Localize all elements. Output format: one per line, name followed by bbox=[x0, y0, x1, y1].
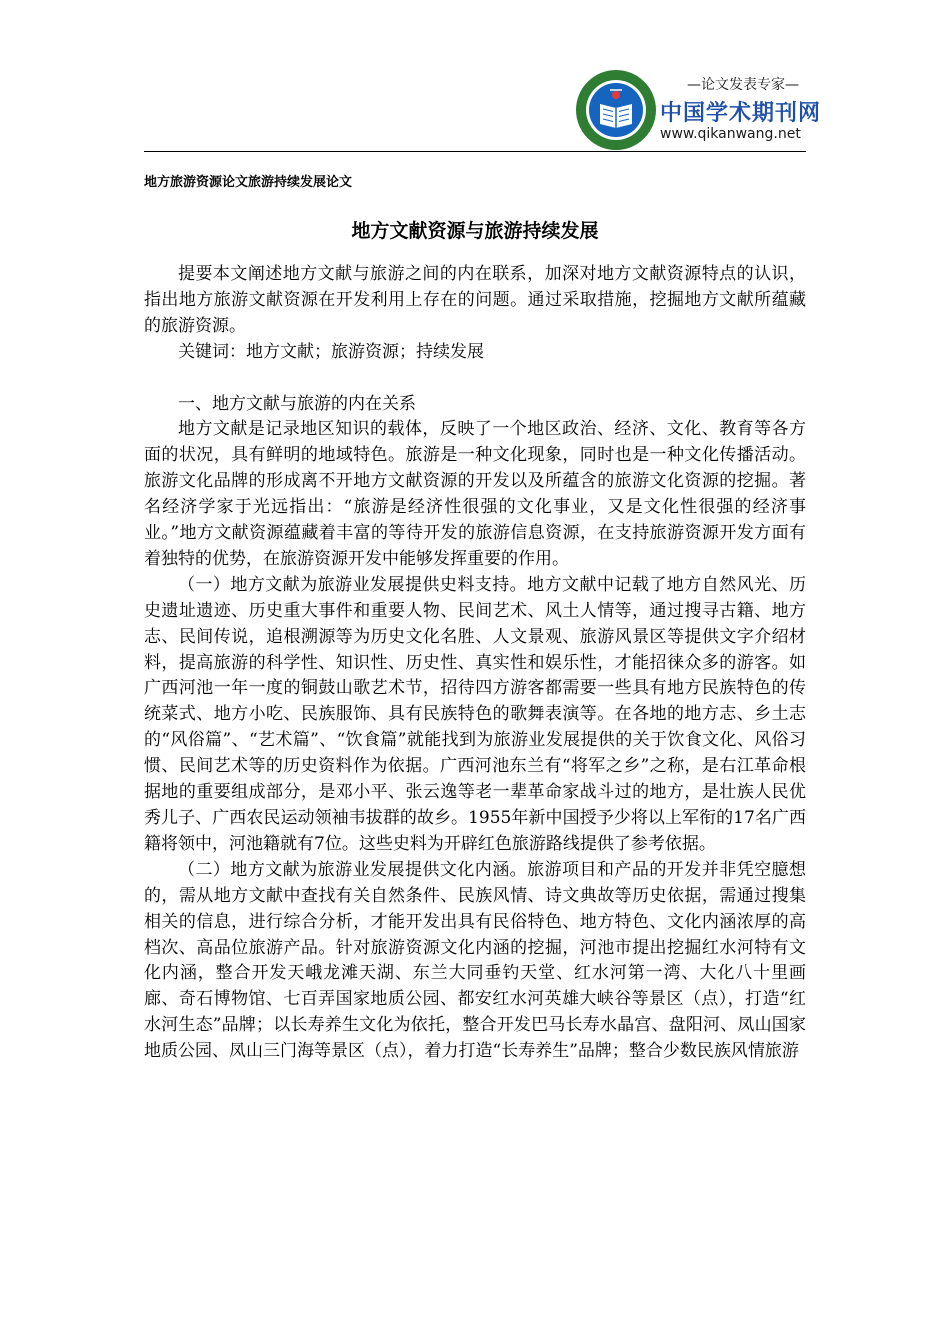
body-paragraph: （二）地方文献为旅游业发展提供文化内涵。旅游项目和产品的开发并非凭空臆想的，需从地方文献中查找有关自然条件、民族风情、诗文典故等历史依据，需通过搜集相关的信息，进行综合分析，才能开发出具有民俗特色、地方特色、文化内涵浓厚的高档次、高品位旅游产品。针对旅游资源文化内涵的挖掘，河池市提出挖掘红水河特有文化内涵，整合开发天峨龙滩天湖、东兰大同垂钓天堂、红水河第一湾、大化八十里画廊、奇石博物馆、七百弄国家地质公园、都安红水河英雄大峡谷等景区（点），打造“红水河生态”品牌；以长寿养生文化为依托，整合开发巴马长寿水晶宫、盘阳河、凤山国家地质公园、凤山三门海等景区（点），着力打造“长寿养生”品牌；整合少数民族风情旅游 bbox=[144, 859, 806, 1062]
logo-site-name: 中国学术期刊网 bbox=[660, 101, 822, 126]
body-paragraph: 地方文献是记录地区知识的载体，反映了一个地区政治、经济、文化、教育等各方面的状况，具有鲜明的地域特色。旅游是一种文化现象，同时也是一种文化传播活动。旅游文化品牌的形成离不开地方文献资源的开发以及所蕴含的旅游文化资源的挖掘。著名经济学家于光远指出：“旅游是经济性很强的文化事业，又是文化性很强的经济事业。”地方文献资源蕴藏着丰富的等待开发的旅游信息资源，在支持旅游资源开发方面有着独特的优势，在旅游资源开发中能够发挥重要的作用。 bbox=[144, 419, 806, 569]
seal-emblem-icon bbox=[574, 68, 658, 152]
abstract-paragraph: 提要本文阐述地方文献与旅游之间的内在联系，加深对地方文献资源特点的认识，指出地方旅游文献资源在开发利用上存在的问题。通过采取措施，挖掘地方文献所蕴藏的旅游资源。 bbox=[144, 264, 806, 336]
body-paragraph: （一）地方文献为旅游业发展提供史料支持。地方文献中记载了地方自然风光、历史遗址遗迹、历史重大事件和重要人物、民间艺术、风土人情等，通过搜寻古籍、地方志、民间传说，追根溯源等为历史文化名胜、人文景观、旅游风景区等提供文字介绍材料，提高旅游的科学性、知识性、历史性、真实性和娱乐性，才能招徕众多的游客。如广西河池一年一度的铜鼓山歌艺术节，招待四方游客都需要一些具有地方民族特色的传统菜式、地方小吃、民族服饰、具有民族特色的歌舞表演等。在各地的地方志、乡土志的“风俗篇”、“艺术篇”、“饮食篇”就能找到为旅游业发展提供的关于饮食文化、风俗习惯、民间艺术等的历史资料作为依据。广西河池东兰有“将军之乡”之称，是右江革命根据地的重要组成部分，是邓小平、张云逸等老一辈革命家战斗过的地方，是壮族人民优秀儿子、广西农民运动领袖韦拔群的故乡。1955年新中国授予少将以上军衔的17名广西籍将领中，河池籍就有7位。这些史料为开辟红色旅游路线提供了参考依据。 bbox=[144, 574, 806, 854]
document-category-label: 地方旅游资源论文旅游持续发展论文 bbox=[144, 175, 353, 190]
logo-tagline: —论文发表专家— bbox=[687, 77, 799, 93]
document-title: 地方文献资源与旅游持续发展 bbox=[351, 220, 599, 242]
document-body bbox=[144, 262, 806, 1065]
site-logo bbox=[574, 68, 820, 152]
header-rule bbox=[144, 151, 806, 152]
logo-url: www.qikanwang.net bbox=[660, 126, 801, 142]
section-heading: 一、地方文献与旅游的内在关系 bbox=[178, 393, 416, 414]
keywords-line: 关键词：地方文献；旅游资源；持续发展 bbox=[178, 341, 484, 362]
